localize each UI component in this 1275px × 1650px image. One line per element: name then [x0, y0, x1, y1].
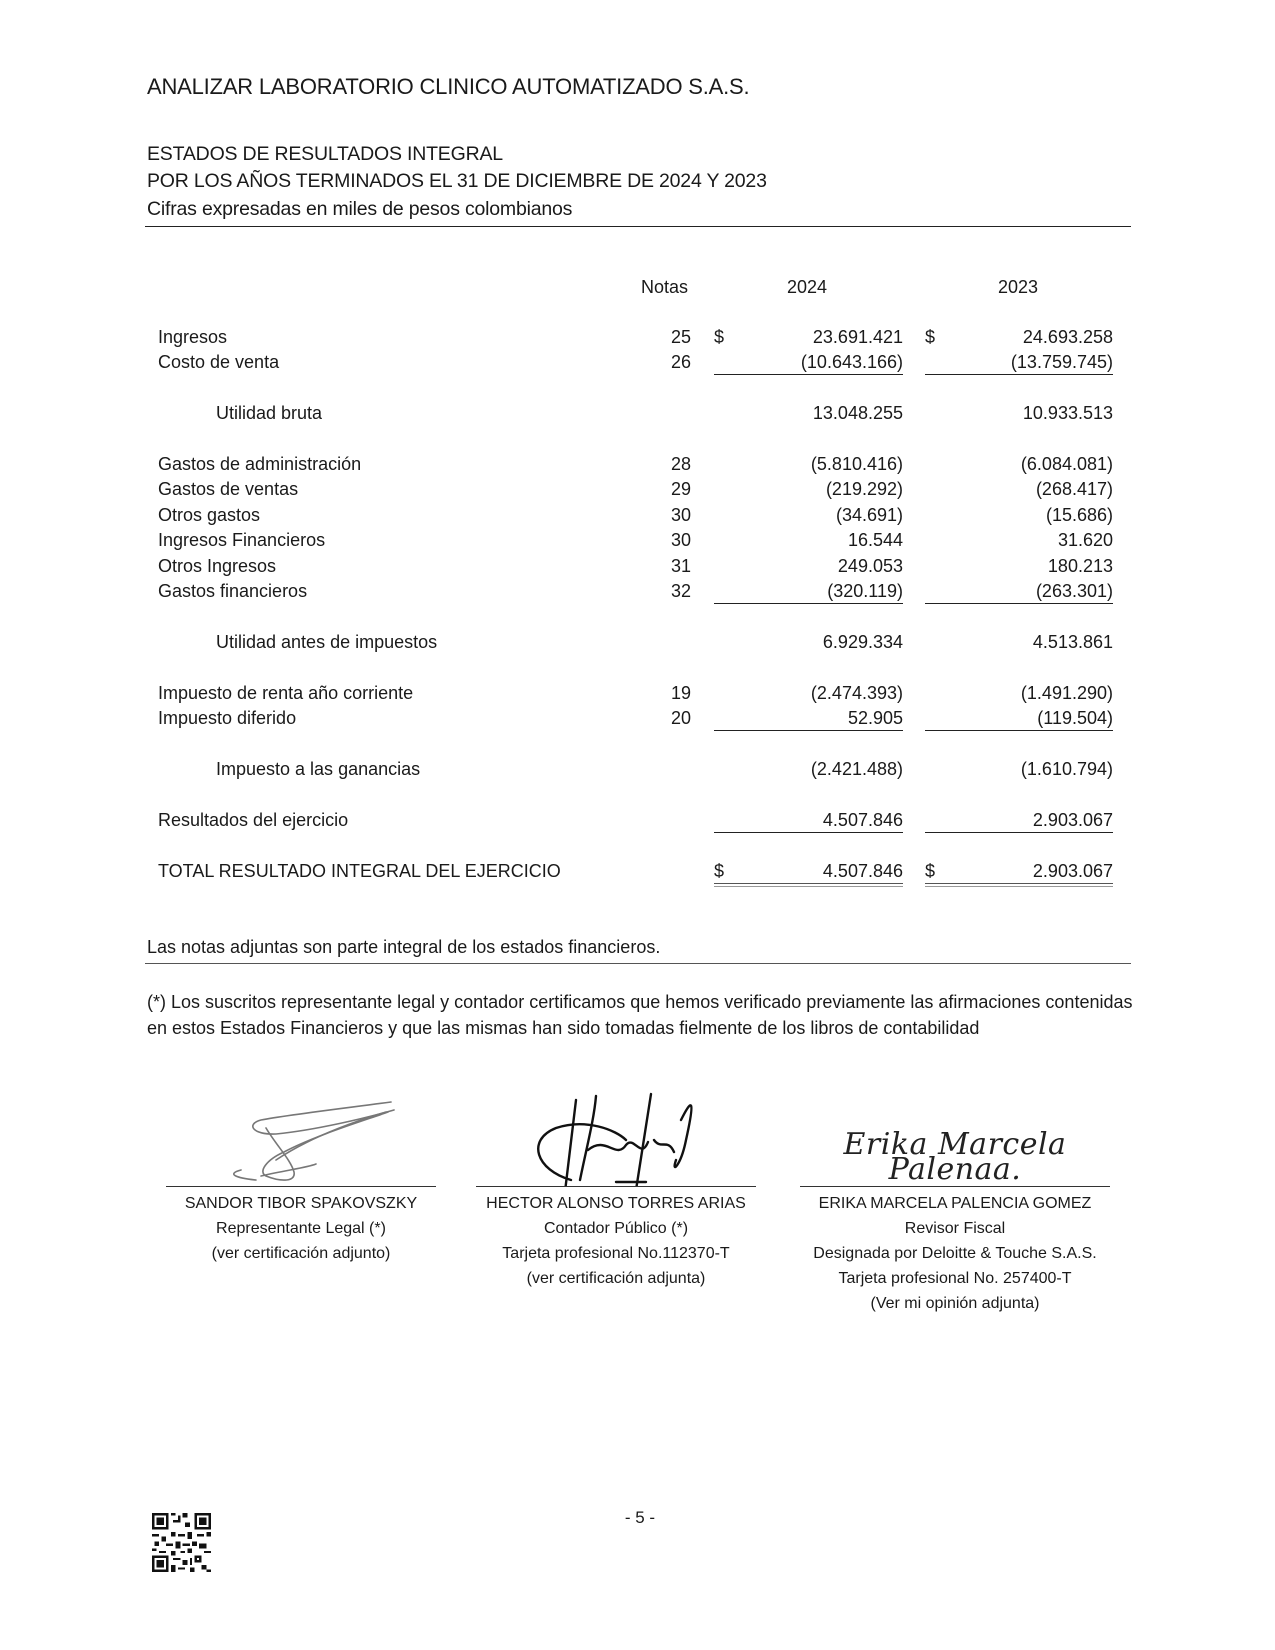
table-row-gastos-financieros — [0, 581, 1275, 606]
value-2024: 23.691.421 — [812, 327, 903, 347]
row-label: Ingresos Financieros — [158, 530, 326, 550]
notes-statement: Las notas adjuntas son parte integral de los estados financieros. — [147, 937, 661, 957]
currency-symbol: $ — [925, 327, 936, 347]
signatory-professional-card: Tarjeta profesional No.112370-T — [502, 1245, 730, 1262]
value-2024: (2.421.488) — [810, 759, 903, 779]
signatory-certification-note: (ver certificación adjunta) — [526, 1270, 706, 1287]
signatory-certification-note: (ver certificación adjunto) — [211, 1245, 391, 1262]
subtotal-underline — [714, 832, 903, 833]
signature-image — [166, 1090, 436, 1186]
value-2023: (119.504) — [1037, 708, 1113, 728]
value-2024: 6.929.334 — [822, 632, 903, 652]
row-label: Impuesto a las ganancias — [216, 759, 421, 779]
value-2023: (6.084.081) — [1020, 454, 1113, 474]
row-label: Ingresos — [158, 327, 228, 347]
row-note: 31 — [670, 556, 691, 576]
row-note: 25 — [670, 327, 691, 347]
value-2024: 13.048.255 — [812, 403, 903, 423]
column-header-notes: Notas — [641, 277, 689, 297]
table-row-gastos-ventas — [0, 479, 1275, 504]
row-label: Gastos financieros — [158, 581, 308, 601]
statement-units: Cifras expresadas en miles de pesos colombianos — [147, 198, 573, 220]
table-row-otros-gastos — [0, 505, 1275, 530]
table-row-costo-de-venta — [0, 352, 1275, 377]
signatory-role: Representante Legal (*) — [216, 1220, 386, 1237]
table-row-total-resultado-integral — [0, 861, 1275, 886]
value-2024: (5.810.416) — [810, 454, 903, 474]
row-label: Utilidad antes de impuestos — [216, 632, 438, 652]
table-row-ingresos-financieros — [0, 530, 1275, 555]
table-row-otros-ingresos — [0, 556, 1275, 581]
value-2024: (2.474.393) — [810, 683, 903, 703]
value-2024: (219.292) — [825, 479, 903, 499]
currency-symbol: $ — [925, 861, 936, 881]
table-row-utilidad-antes-impuestos — [0, 632, 1275, 657]
row-label: Otros Ingresos — [158, 556, 277, 576]
row-note: 30 — [670, 505, 691, 525]
value-2024: (10.643.166) — [800, 352, 903, 372]
signatory-role: Contador Público (*) — [543, 1220, 689, 1237]
value-2023: 10.933.513 — [1022, 403, 1113, 423]
subtotal-underline — [925, 603, 1113, 604]
table-row-utilidad-bruta — [0, 403, 1275, 428]
column-header-2024: 2024 — [787, 277, 828, 297]
row-note: 19 — [670, 683, 691, 703]
table-row-ingresos — [0, 327, 1275, 352]
value-2023: 180.213 — [1047, 556, 1113, 576]
row-note: 26 — [670, 352, 691, 372]
page-number: - 5 - — [624, 1508, 656, 1527]
signatory-name: SANDOR TIBOR SPAKOVSZKY — [184, 1195, 418, 1212]
value-2023: (1.610.794) — [1020, 759, 1113, 779]
column-header-2023: 2023 — [998, 277, 1039, 297]
signatory-name: ERIKA MARCELA PALENCIA GOMEZ — [818, 1195, 1092, 1212]
value-2024: 249.053 — [837, 556, 903, 576]
currency-symbol: $ — [714, 327, 725, 347]
subtotal-underline — [925, 374, 1113, 375]
company-name: ANALIZAR LABORATORIO CLINICO AUTOMATIZADO S.A.S. — [147, 74, 750, 99]
table-row-resultados-ejercicio — [0, 810, 1275, 835]
row-note: 32 — [670, 581, 691, 601]
value-2023: 2.903.067 — [1032, 861, 1113, 881]
signature-image — [476, 1090, 756, 1186]
signature-scribble-icon — [476, 1090, 756, 1186]
signature-block-legal-rep — [166, 1090, 436, 1266]
subtotal-underline — [714, 374, 903, 375]
value-2024: 16.544 — [847, 530, 903, 550]
signatory-opinion-note: (Ver mi opinión adjunta) — [870, 1295, 1040, 1312]
currency-symbol: $ — [714, 861, 725, 881]
value-2023: 24.693.258 — [1022, 327, 1113, 347]
value-2023: (13.759.745) — [1010, 352, 1113, 372]
subtotal-underline — [714, 603, 903, 604]
row-note: 28 — [670, 454, 691, 474]
total-double-underline — [714, 883, 903, 887]
row-label: Impuesto de renta año corriente — [158, 683, 414, 703]
row-label: Gastos de administración — [158, 454, 362, 474]
value-2024: 4.507.846 — [822, 810, 903, 830]
row-note: 29 — [670, 479, 691, 499]
handwritten-signature-text: Erika Marcela Palenaa. — [843, 1127, 1067, 1187]
signatory-name: HECTOR ALONSO TORRES ARIAS — [486, 1195, 746, 1212]
notes-divider — [145, 963, 1131, 964]
total-double-underline — [925, 883, 1113, 887]
value-2024: 52.905 — [847, 708, 903, 728]
row-label: Utilidad bruta — [216, 403, 323, 423]
statement-period: POR LOS AÑOS TERMINADOS EL 31 DE DICIEMBRE DE 2024 Y 2023 — [147, 170, 767, 192]
value-2023: (268.417) — [1035, 479, 1113, 499]
row-note: 20 — [670, 708, 691, 728]
table-row-impuesto-diferido — [0, 708, 1275, 733]
signature-block-accountant — [476, 1090, 756, 1291]
row-label: Otros gastos — [158, 505, 261, 525]
signature-image — [800, 1090, 1110, 1186]
header-divider — [145, 226, 1131, 227]
value-2023: (263.301) — [1035, 581, 1113, 601]
value-2024: (34.691) — [835, 505, 903, 525]
subtotal-underline — [714, 730, 903, 731]
row-label: TOTAL RESULTADO INTEGRAL DEL EJERCICIO — [158, 861, 561, 881]
table-row-impuesto-renta — [0, 683, 1275, 708]
value-2024: 4.507.846 — [822, 861, 903, 881]
row-label: Gastos de ventas — [158, 479, 299, 499]
signature-block-fiscal-auditor — [800, 1090, 1110, 1316]
signatory-firm: Designada por Deloitte & Touche S.A.S. — [813, 1245, 1097, 1262]
signatory-role: Revisor Fiscal — [904, 1220, 1006, 1237]
row-label: Costo de venta — [158, 352, 280, 372]
row-label: Impuesto diferido — [158, 708, 297, 728]
certification-footnote: (*) Los suscritos representante legal y contador certificamos que hemos verificado previamente las afirmaciones contenidas en estos Estados Financieros y que las mismas han sido tomadas fielmente de los libros de contabilidad — [147, 992, 1133, 1038]
value-2023: 31.620 — [1057, 530, 1113, 550]
table-row-gastos-administracion — [0, 454, 1275, 479]
subtotal-underline — [925, 832, 1113, 833]
row-note: 30 — [670, 530, 691, 550]
subtotal-underline — [925, 730, 1113, 731]
value-2023: (1.491.290) — [1020, 683, 1113, 703]
table-row-impuesto-ganancias — [0, 759, 1275, 784]
signature-line — [166, 1186, 436, 1187]
signatory-professional-card: Tarjeta profesional No. 257400-T — [838, 1270, 1072, 1287]
value-2023: 2.903.067 — [1032, 810, 1113, 830]
signature-scribble-icon — [166, 1090, 436, 1186]
row-label: Resultados del ejercicio — [158, 810, 349, 830]
qr-code-icon — [152, 1513, 211, 1572]
signature-line — [476, 1186, 756, 1187]
statement-title: ESTADOS DE RESULTADOS INTEGRAL — [147, 143, 503, 165]
value-2023: 4.513.861 — [1032, 632, 1113, 652]
value-2023: (15.686) — [1045, 505, 1113, 525]
value-2024: (320.119) — [827, 581, 903, 601]
